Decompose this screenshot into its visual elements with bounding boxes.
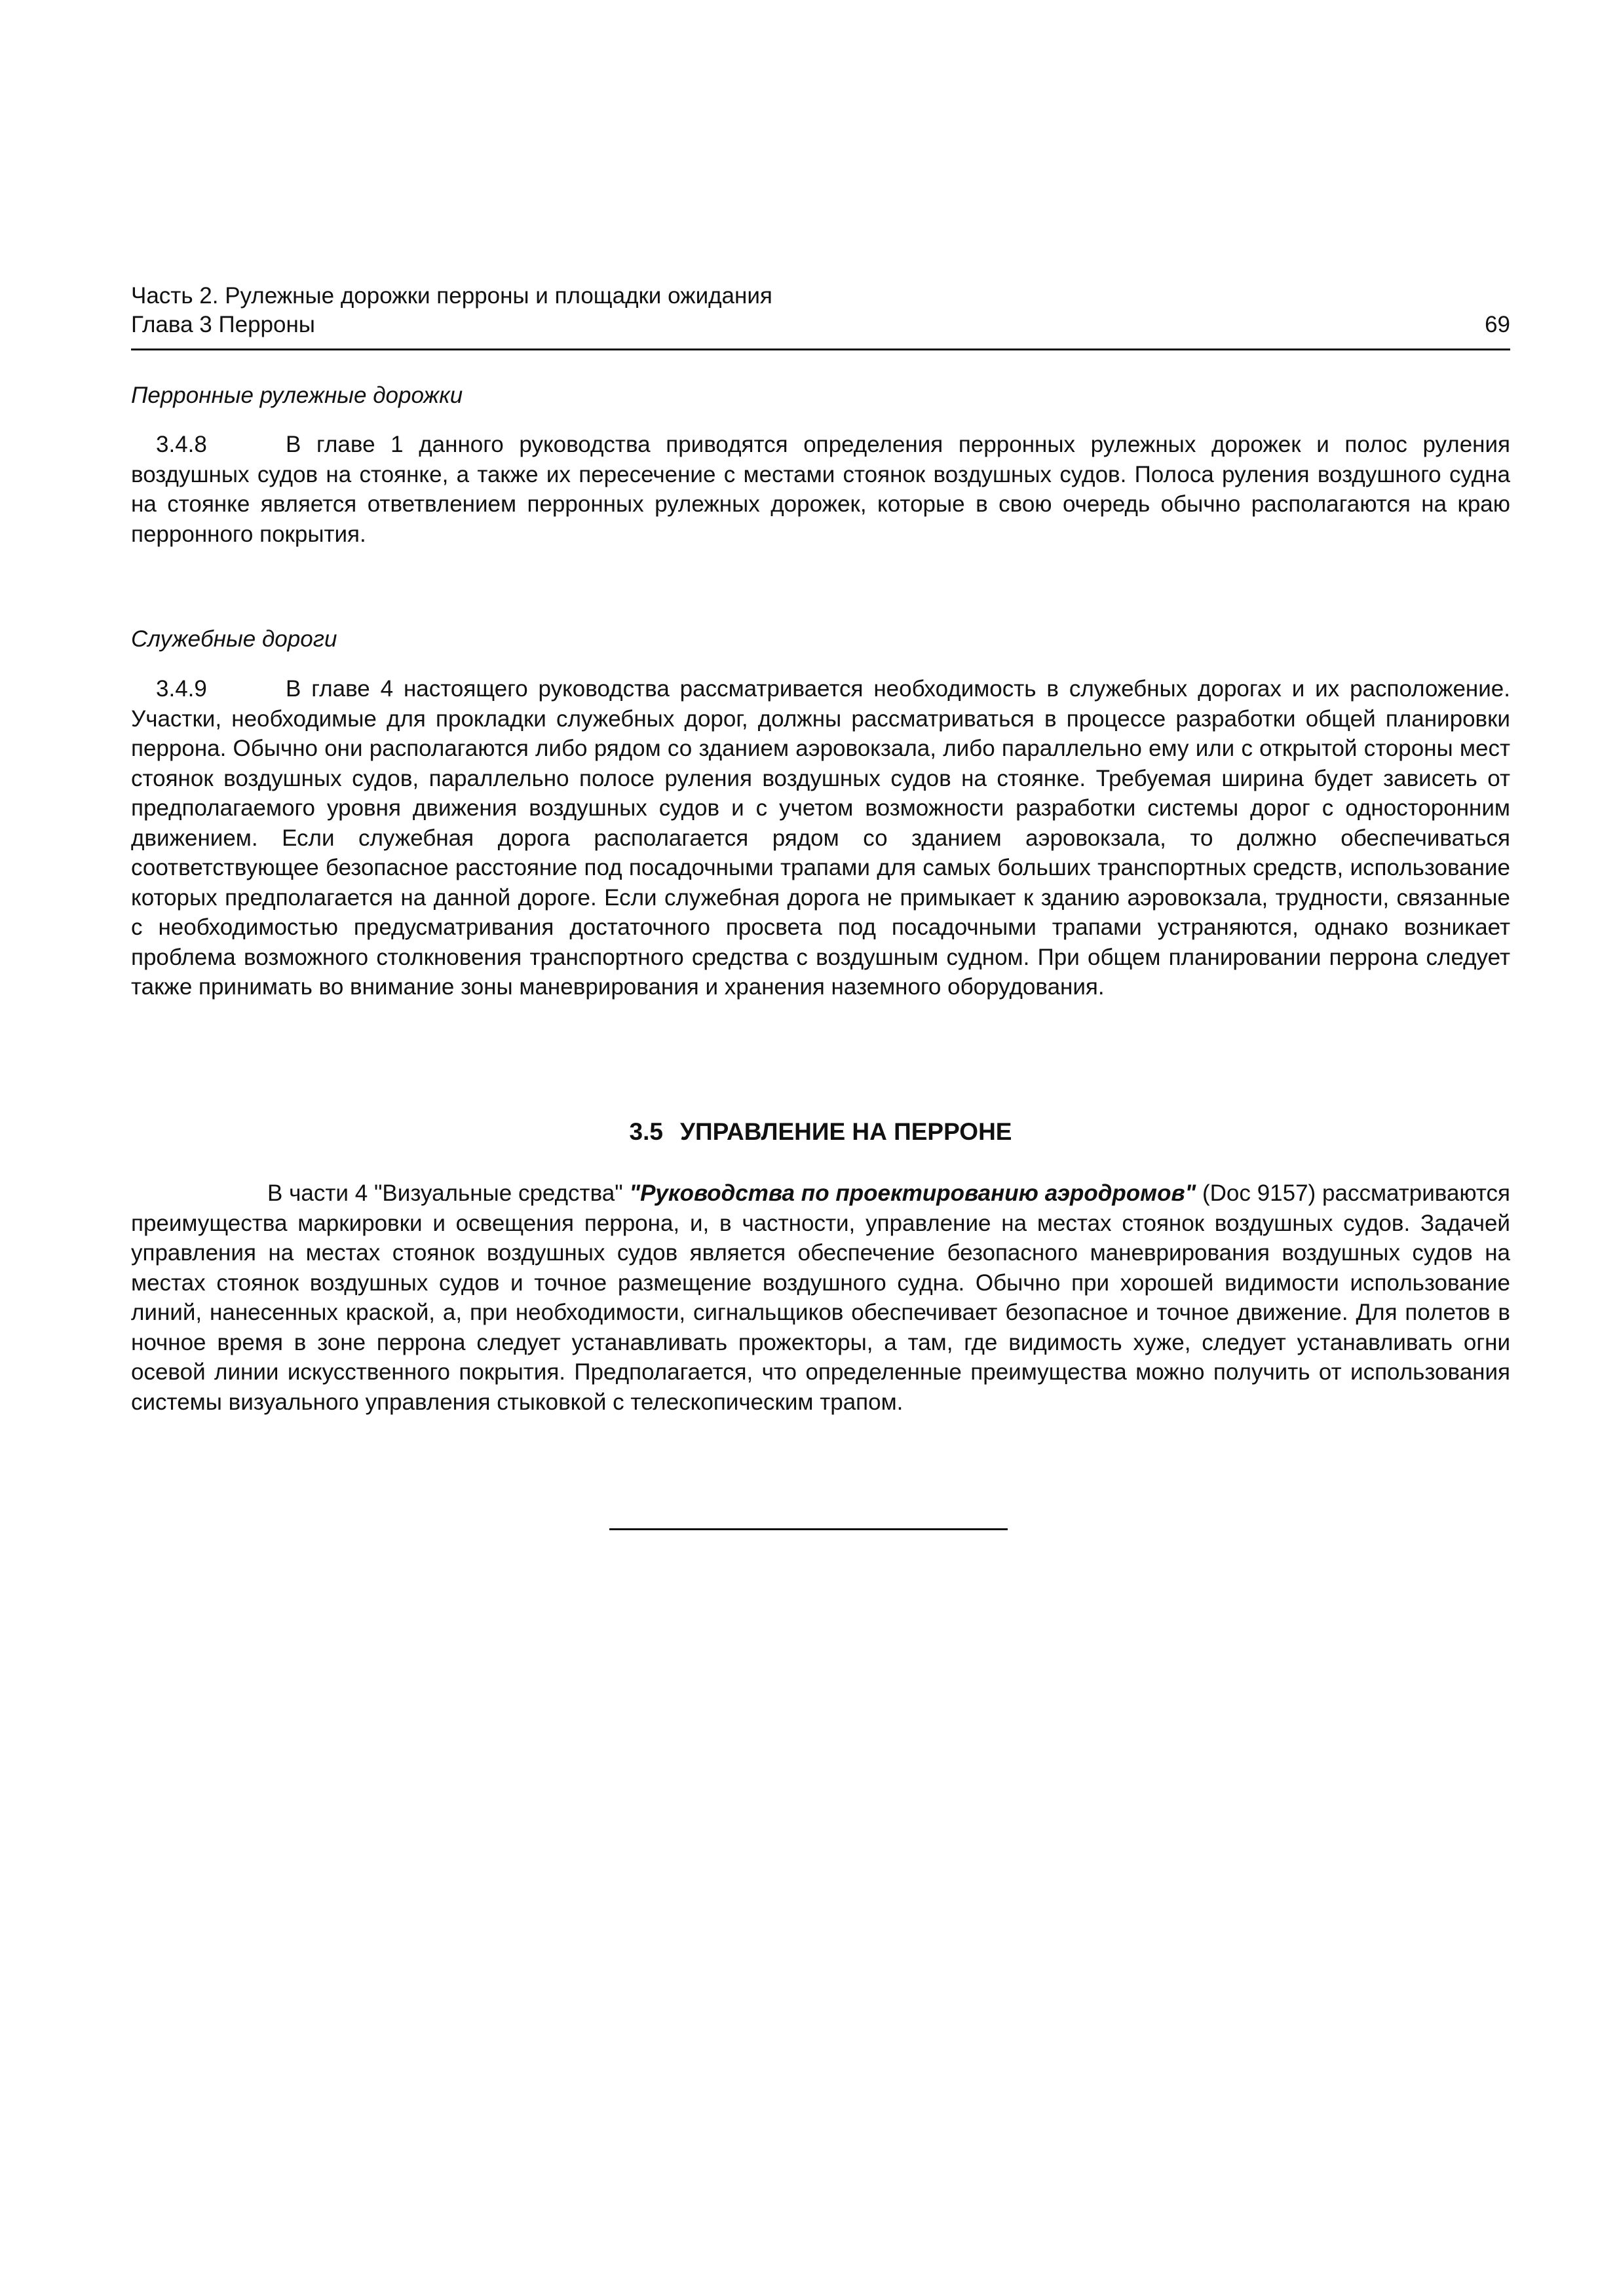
paragraph-number: 3.4.8 bbox=[156, 432, 207, 457]
end-of-chapter-rule bbox=[609, 1528, 1008, 1530]
paragraph-number: 3.4.9 bbox=[156, 676, 207, 702]
header-chapter-title: Глава 3 Перроны bbox=[131, 312, 315, 337]
section-heading-3-5 bbox=[131, 1117, 1510, 1147]
paragraph-3-5 bbox=[131, 1178, 1510, 1417]
header-part-title: Часть 2. Рулежные дорожки перроны и площадки ожидания bbox=[131, 283, 772, 309]
section-title: УПРАВЛЕНИЕ НА ПЕРРОНЕ bbox=[679, 1118, 1012, 1145]
header-divider bbox=[131, 348, 1510, 350]
document-title-reference: "Руководства по проектированию аэродромов" bbox=[629, 1180, 1196, 1206]
paragraph-text: В главе 4 настоящего руководства рассматривается необходимость в служебных дорогах и их расположение. Участки, необходимые для прокладки служебных дорог, должны рассматриваться в процессе разработки общей планировки перрона. Обычно они располагаются либо рядом со зданием аэровокзала, либо параллельно ему или с открытой стороны мест стоянок воздушных судов, параллельно полосе руления воздушных судов на стоянке. Требуемая ширина будет зависеть от предполагаемого уровня движения воздушных судов и с учетом возможности разработки системы дорог с односторонним движением. Если служебная дорога располагается рядом со зданием аэровокзала, то должно обеспечиваться соответствующее безопасное расстояние под посадочными трапами для самых больших транспортных средств, использование которых предполагается на данной дороге. Если служебная дорога не примыкает к зданию аэровокзала, трудности, связанные с необходимостью предусматривания достаточного просвета под посадочными трапами устраняются, однако возникает проблема возможного столкновения транспортного средства с воздушным судном. При общем планировании перрона следует также принимать во внимание зоны маневрирования и хранения наземного оборудования. bbox=[131, 676, 1510, 1000]
page-number: 69 bbox=[1485, 312, 1510, 337]
paragraph-text-body: (Doc 9157) рассматриваются преимущества маркировки и освещения перрона, и, в частности, управление на местах стоянок воздушных судов. Задачей управления на местах стоянок воздушных судов является обеспечение безопасного маневрирования воздушных судов на местах стоянок воздушных судов и точное размещение воздушного судна. Обычно при хорошей видимости использование линий, нанесенных краской, а, при необходимости, сигнальщиков обеспечивает безопасное и точное движение. Для полетов в ночное время в зоне перрона следует устанавливать прожекторы, а там, где видимость хуже, следует устанавливать огни осевой линии искусственного покрытия. Предполагается, что определенные преимущества можно получить от использования системы визуального управления стыковкой с телескопическим трапом. bbox=[131, 1180, 1510, 1415]
subsection-title-service-roads: Служебные дороги bbox=[131, 626, 337, 652]
subsection-title-apron-taxiways: Перронные рулежные дорожки bbox=[131, 383, 463, 408]
running-header bbox=[131, 282, 1510, 339]
paragraph-text: В главе 1 данного руководства приводятся определения перронных рулежных дорожек и полос руления воздушных судов на стоянке, а также их пересечение с местами стоянок воздушных судов. Полоса руления воздушного судна на стоянке является ответвлением перронных рулежных дорожек, которые в свою очередь обычно располагаются на краю перронного покрытия. bbox=[131, 432, 1510, 547]
paragraph-3-4-9 bbox=[131, 674, 1510, 1002]
paragraph-text-intro: В части 4 "Визуальные средства" bbox=[267, 1180, 630, 1206]
paragraph-3-4-8 bbox=[131, 430, 1510, 549]
section-number: 3.5 bbox=[629, 1118, 663, 1145]
